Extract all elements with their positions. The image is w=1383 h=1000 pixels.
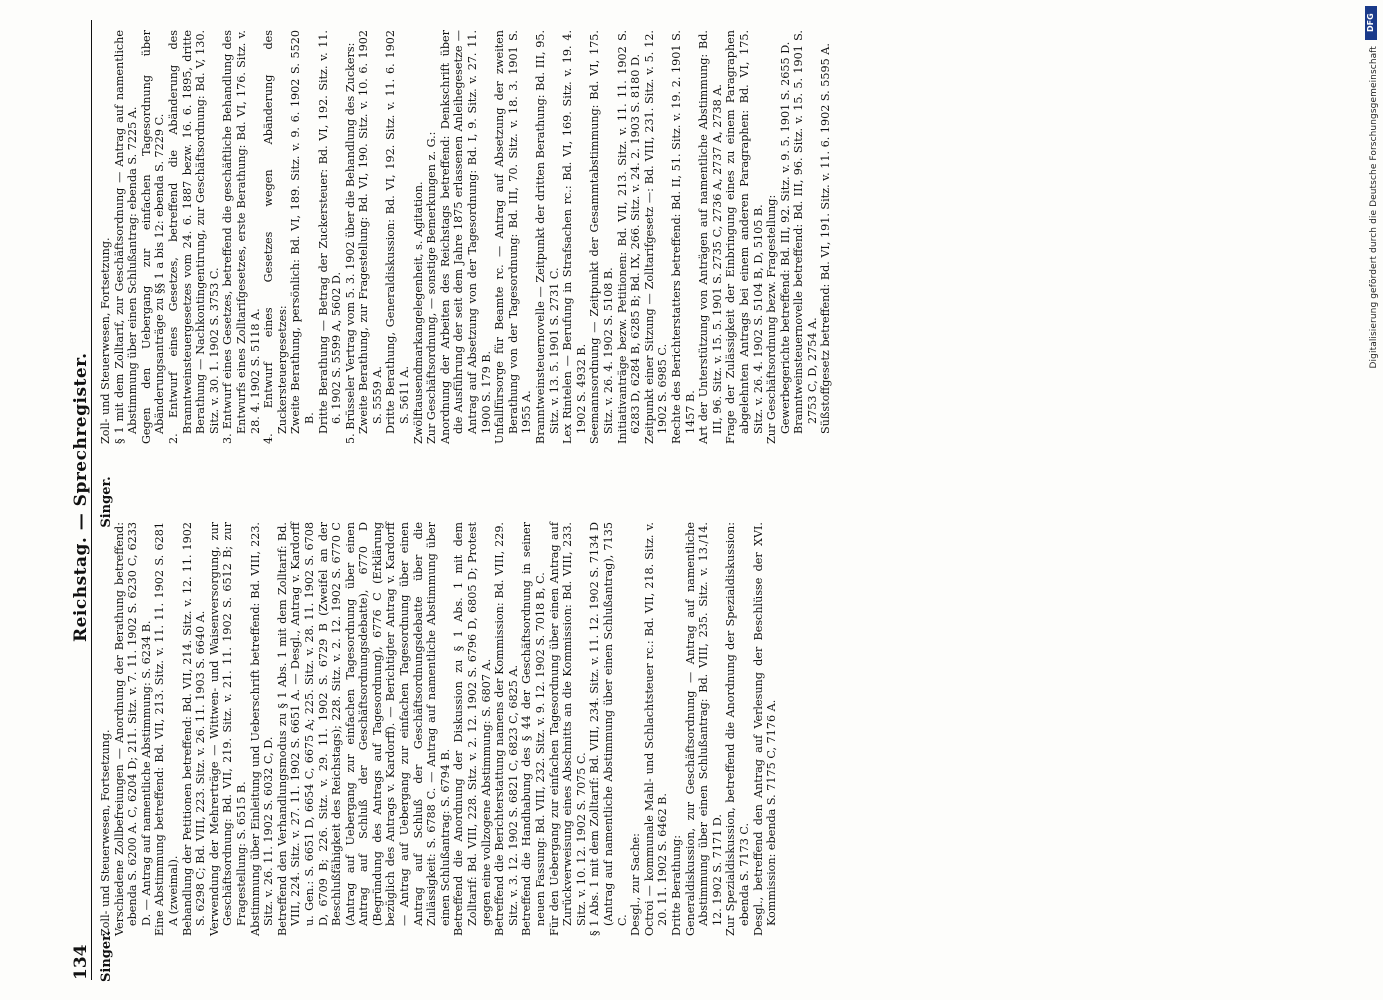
register-entry: Octroi — kommunale Mahl- und Schlachtsteuer rc.: Bd. VII, 218. Sitz. v. 20. 11. 1902 S. 6462 B. (642, 522, 669, 936)
register-entry: Anordnung der Arbeiten des Reichstags betreffend: Denkschrift über die Ausführung der seit dem Jahre 1875 erlassenen Anleihegesetze — Antrag auf Absetzung von der Tagesordnung: Bd. I, 9. Sitz. v. 27. 11. 1900 S. 179 B. (438, 30, 493, 444)
page-header (57, 20, 92, 980)
page-number: 134 (70, 944, 91, 980)
left-column (99, 522, 1327, 980)
register-entry: Lex Rintelen — Berufung in Strafsachen rc.: Bd. VI, 169. Sitz. v. 19. 4. 1902 S. 4932 B. (560, 30, 588, 444)
register-entry: Zur Geschäftsordnung bezw. Fragestellung: (764, 194, 778, 444)
speaker-name-right: Singer. (98, 476, 114, 528)
rotated-document-page (47, 20, 1337, 980)
register-entry: Betreffend die Berichterstattung namens der Kommission: Bd. VIII, 229. Sitz. v. 3. 12. 1902 S. 6821 C, 6823 C, 6825 A. (492, 522, 520, 936)
register-entry: § 1 mit dem Zolltarif, zur Geschäftsordnung — Antrag auf namentliche Abstimmung über einen Schlußantrag: ebenda S. 7225 A. (112, 30, 139, 444)
register-entry: Zwölftausendmarkangelegenheit, s. Agitation. (411, 181, 425, 444)
register-entry: Verschiedene Zollbefreiungen — Anordnung der Berathung betreffend: ebenda S. 6200 A. C, 6204 D; 211. Sitz. v. 7. 11. 1902 S. 6230 C, 6233 D. — Antrag auf namentliche Abstimmung: S. 6234 B. (112, 522, 153, 936)
digitization-credit: Digitalisierung gefördert durch die Deutsche Forschungsgemeinschaft (1369, 46, 1379, 369)
register-entry: § 1 Abs. 1 mit dem Zolltarif: Bd. VIII, 234. Sitz. v. 11. 12. 1902 S. 7134 D (Antrag auf namentliche Abstimmung über einen Schlußantrag), 7135 C. (587, 522, 629, 936)
register-entry: Gewerbegerichte betreffend: Bd. III, 92. Sitz. v. 9. 5. 1901 S. 2655 D. (778, 41, 792, 434)
register-entry: Dritte Berathung — Betrag der Zuckersteuer: Bd. VI, 192. Sitz. v. 11. 6. 1902 S. 5599 A, 5602 D. (316, 30, 343, 434)
register-entry: Zweite Berathung, zur Fragestellung: Bd. VI, 190. Sitz. v. 10. 6. 1902 S. 5559 A. (356, 30, 384, 434)
register-entry: Betreffend den Verhandlungsmodus zu § 1 Abs. 1 mit dem Zolltarif: Bd. VIII, 224. Sitz. v. 27. 11. 1902 S. 6651 A. — Desgl., Antrag v. Kardorff u. Gen.: S. 6651 D, 6654 C, 6675 A; 225. Sitz. v. 28. 11. 1902 S. 6708 D, 6709 B; 226. Sitz. v. 29. 11. 1902 S. 6729 B (Zweifel an der Beschlußfähigkeit des Reichstags); 228. Sitz. v. 2. 12. 1902 S. 6770 C (Antrag auf Uebergang zur einfachen Tagesordnung über einen Antrag auf Schluß der Geschäftsordnungsdebatte), 6770 D (Begründung des Antrags auf Tagesordnung), 6776 C (Erklärung bezüglich des Antrags v. Kardorff). — Berichtigter Antrag v. Kardorff — Antrag auf Uebergang zur einfachen Tagesordnung über einen Antrag auf Schluß der Geschäftsordnungsdebatte über die Zulässigkeit: S. 6788 C. — Antrag auf namentliche Abstimmung über einen Schlußantrag: S. 6794 B. (275, 522, 452, 936)
register-entry: Generaldiskussion, zur Geschäftsordnung — Antrag auf namentliche Abstimmung über einen Schlußantrag: Bd. VIII, 235. Sitz. v. 13./14. 12. 1902 S. 7171 D. (683, 522, 724, 936)
register-entry: 4. Entwurf eines Gesetzes wegen Abänderung des Zuckersteuergesetzes: (261, 30, 289, 444)
register-entry: Verwendung der Mehrerträge — Wittwen- und Waisenversorgung, zur Geschäftsordnung: Bd. VII, 219. Sitz. v. 21. 11. 1902 S. 6512 B; zur Fragestellung: S. 6515 B. (207, 522, 248, 936)
register-entry: Betreffend die Handhabung des § 44 der Geschäftsordnung in seiner neuen Fassung: Bd. VIII, 232. Sitz. v. 9. 12. 1902 S. 7018 B, C. (519, 522, 547, 936)
register-entry: 3. Entwurf eines Gesetzes, betreffend die geschäftliche Behandlung des Entwurfs eines Zolltarifgesetzes, erste Berathung: Bd. VI, 176. Sitz. v. 28. 4. 1902 S. 5118 A. (220, 30, 262, 444)
page-title: Reichstag. — Sprechregister. (70, 352, 91, 643)
register-entry: Süßstoffgesetz betreffend: Bd. VI, 191. Sitz. v. 11. 6. 1902 S. 5595 A. (818, 43, 832, 434)
register-entry: Branntweinsteuernovelle betreffend: Bd. III, 96. Sitz. v. 15. 5. 1901 S. 2753 C, D, 2754 A. (791, 30, 819, 434)
register-entry: Behandlung der Petitionen betreffend: Bd. VII, 214. Sitz. v. 12. 11. 1902 S. 6298 C; Bd. VIII, 223. Sitz. v. 26. 11. 1903 S. 6640 A. (180, 522, 207, 936)
register-entry: Dritte Berathung: (669, 835, 683, 936)
register-entry: Zoll- und Steuerwesen, Fortsetzung. (98, 237, 112, 444)
register-entry: Gegen den Uebergang zur einfachen Tagesordnung über Abänderungsanträge zu §§ 1 a bis 12: ebenda S. 7229 C. (139, 30, 166, 444)
register-entry: Desgl., betreffend den Antrag auf Verlesung der Beschlüsse der XVI. Kommission: ebenda S. 7175 C, 7176 A. (751, 522, 778, 936)
register-entry: 5. Brüsseler Vertrag vom 5. 3. 1902 über die Behandlung des Zuckers: (343, 42, 357, 444)
register-entry: Zweite Berathung, persönlich: Bd. VI, 189. Sitz. v. 9. 6. 1902 S. 5520 B. (288, 30, 316, 434)
right-column (99, 30, 1327, 488)
register-entry: Betreffend die Anordnung der Diskussion zu § 1 Abs. 1 mit dem Zolltarif: Bd. VIII, 228. Sitz. v. 2. 12. 1902 S. 6796 D, 6805 D; Protest gegen eine vollzogene Abstimmung: S. 6807 A. (451, 522, 493, 936)
register-entry: Frage der Zulässigkeit der Einbringung eines zu einem Paragraphen abgelehnten Antrags bei einem anderen Paragraphen: Bd. VI, 175. Sitz. v. 26. 4. 1902 S. 5104 B, D, 5105 B. (723, 30, 764, 444)
register-entry: Zeitpunkt einer Sitzung — Zolltarifgesetz —: Bd. VIII, 231. Sitz. v. 5. 12. 1902 S. 6985 C. (642, 30, 669, 444)
register-entry: Dritte Berathung, Generaldiskussion: Bd. VI, 192. Sitz. v. 11. 6. 1902 S. 5611 A. (383, 30, 411, 434)
register-entry: Rechte des Berichterstatters betreffend: Bd. II, 51. Sitz. v. 19. 2. 1901 S. 1457 B. (669, 30, 697, 444)
register-entry: Zoll- und Steuerwesen, Fortsetzung. (98, 729, 112, 936)
register-entry: Art der Unterstützung von Anträgen auf namentliche Abstimmung: Bd. III, 96. Sitz. v. 15. 5. 1901 S. 2735 C, 2736 A, 2737 A, 2738 A. (696, 30, 724, 444)
register-entry: Zur Geschäftsordnung, — sonstige Bemerkungen z. G.: (424, 131, 438, 444)
register-entry: Eine Abstimmung betreffend: Bd. VII, 213. Sitz. v. 11. 11. 1902 S. 6281 A (zweimal). (152, 522, 180, 936)
dfg-logo: DFG (1365, 6, 1377, 40)
register-entry: Abstimmung über Einleitung und Ueberschrift betreffend: Bd. VIII, 223. Sitz. v. 26. 11. 1902 S. 6032 C, D. (248, 522, 275, 936)
register-entry: Für den Uebergang zur einfachen Tagesordnung über einen Antrag auf Zurückverweisung eines Abschnitts an die Kommission: Bd. VIII, 233. Sitz. v. 10. 12. 1902 S. 7075 C. (547, 522, 588, 936)
register-entry: Seemannsordnung — Zeitpunkt der Gesammtabstimmung: Bd. VI, 175. Sitz. v. 26. 4. 1902 S. 5108 B. (587, 30, 615, 444)
speaker-name-left: Singer. (98, 930, 114, 982)
register-entry: 2. Entwurf eines Gesetzes, betreffend die Abänderung des Branntweinsteuergesetzes vom 24. 6. 1887 bezw. 16. 6. 1895, dritte Berathung — Nachkontingentirung, zur Geschäftsordnung: Bd. V, 130. Sitz. v. 30. 1. 1902 S. 3753 C. (166, 30, 221, 444)
register-entry: Unfallfürsorge für Beamte rc. — Antrag auf Absetzung der zweiten Berathung von der Tagesordnung: Bd. III, 70. Sitz. v. 18. 3. 1901 S. 1955 A. (492, 30, 533, 444)
register-entry: Initiativanträge bezw. Petitionen: Bd. VII, 213. Sitz. v. 11. 11. 1902 S. 6283 D, 6284 B, 6285 B; Bd. IX, 266. Sitz. v. 24. 2. 1903 S. 8180 D. (615, 30, 642, 444)
register-entry: Desgl., zur Sache: (628, 833, 642, 936)
register-entry: Zur Spezialdiskussion, betreffend die Anordnung der Spezialdiskussion: ebenda S. 7173 C. (723, 522, 751, 936)
register-entry: Branntweinsteuernovelle — Zeitpunkt der dritten Berathung: Bd. III, 95. Sitz. v. 13. 5. 1901 S. 2731 C. (533, 30, 561, 444)
